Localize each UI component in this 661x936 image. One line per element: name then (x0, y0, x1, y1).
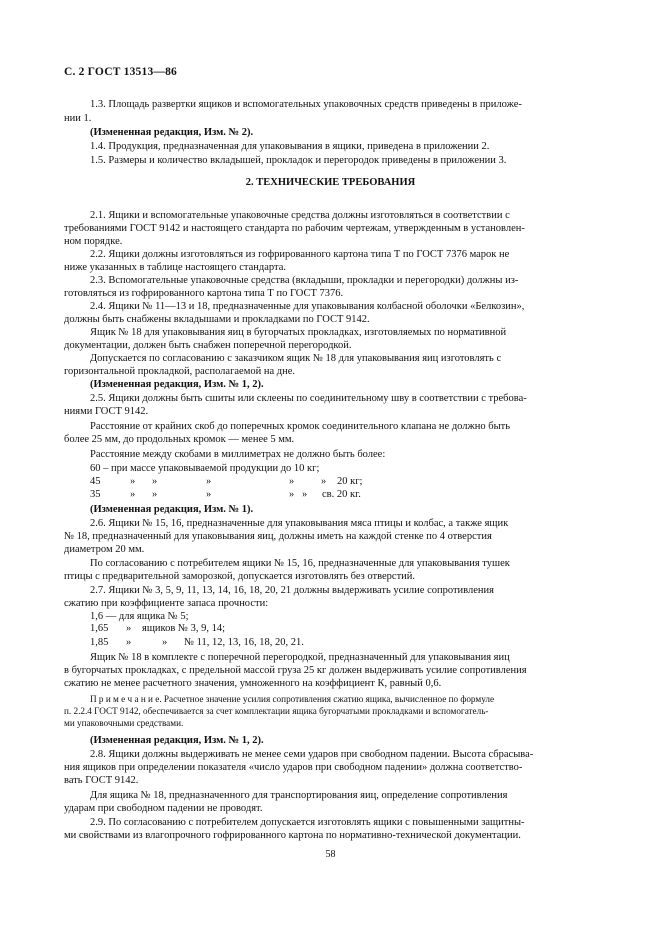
text-line: документации, должен быть снабжен поперечной перегородкой. (64, 340, 352, 351)
note-line: ми упаковочными средствами. (64, 718, 184, 728)
table-cell: » (289, 476, 295, 487)
text-line: Для ящика № 18, предназначенного для транспортирования яиц, определение сопротивления (90, 790, 508, 801)
text-line: нии 1. (64, 113, 92, 124)
table-cell: » (126, 637, 132, 648)
text-line: диаметром 20 мм. (64, 544, 145, 555)
table-cell: » (130, 489, 136, 500)
table-cell: 1,65 (90, 623, 109, 634)
text-line: вать ГОСТ 9142. (64, 775, 139, 786)
page-number: 58 (325, 849, 336, 860)
text-line: птицы с предварительной заморозкой, допускается изготовлять без отверстий. (64, 571, 416, 582)
table-cell: 35 (90, 489, 101, 500)
text-line: № 18, предназначенный для упаковывания яиц, должны иметь на каждой стенке по 4 отверстия (64, 531, 492, 542)
text-line: 1.5. Размеры и количество вкладышей, прокладок и перегородок приведены в приложении 3. (90, 155, 507, 166)
table-cell: » (152, 489, 158, 500)
text-line: 1,6 — для ящика № 5; (90, 611, 189, 622)
text-line: 2.1. Ящики и вспомогательные упаковочные средства должны изготовляться в соответствии с (90, 210, 510, 221)
text-line: готовляться из гофрированного картона типа Т по ГОСТ 7376. (64, 288, 344, 299)
text-line: Расстояние от крайних скоб до поперечных кромок соединительного клапана не должно быть (90, 421, 511, 432)
text-line: 60 – при массе упаковываемой продукции до 10 кг; (90, 463, 320, 474)
page-header: С. 2 ГОСТ 13513—86 (64, 66, 177, 78)
table-cell: 1,85 (90, 637, 109, 648)
text-line: ми свойствами из влагопрочного гофрированного картона по нормативно-технической документации. (64, 830, 521, 841)
text-line: ном порядке. (64, 236, 123, 247)
text-line: Допускается по согласованию с заказчиком ящик № 18 для упаковывания яиц изготовлять с (90, 353, 502, 364)
text-line: 2.8. Ящики должны выдерживать не менее семи ударов при свободном падении. Высота сбрасыва- (90, 749, 534, 760)
table-cell: » (321, 476, 327, 487)
text-line: Ящик № 18 для упаковывания яиц в бугорчатых прокладках, изготовляемых по нормативной (90, 327, 507, 338)
table-cell: св. 20 кг. (322, 489, 361, 500)
table-cell: » (302, 489, 308, 500)
note-line: п. 2.2.4 ГОСТ 9142, обеспечивается за счет комплектации ящика бугорчатыми прокладками и вспомогатель- (64, 706, 489, 716)
section-title: 2. ТЕХНИЧЕСКИЕ ТРЕБОВАНИЯ (245, 177, 416, 188)
text-line: ударам при свободном падении не проводят. (64, 803, 263, 814)
table-cell: » (289, 489, 295, 500)
text-line: 2.9. По согласованию с потребителем допускается изготовлять ящики с повышенными защитны- (90, 817, 525, 828)
text-line: 2.3. Вспомогательные упаковочные средства (вкладыши, прокладки и перегородки) должны из- (90, 275, 519, 286)
table-cell: » (126, 623, 132, 634)
text-line: ниже указанных в таблице настоящего стандарта. (64, 262, 286, 273)
text-line: ния ящиков при определении показателя «число ударов при свободном падении» должна соответство- (64, 762, 523, 773)
table-cell: » (206, 476, 212, 487)
text-line: сжатию при коэффициенте запаса прочности: (64, 598, 269, 609)
table-cell: 45 (90, 476, 101, 487)
text-line: По согласованию с потребителем ящики № 15, 16, предназначенные для упаковывания тушек (90, 558, 510, 569)
text-line: 2.4. Ящики № 11—13 и 18, предназначенные для упаковывания колбасной оболочки «Белкозин», (90, 301, 525, 312)
table-cell: » (152, 476, 158, 487)
text-line: требованиями ГОСТ 9142 и настоящего стандарта по рабочим чертежам, утвержденным в установлен- (64, 223, 525, 234)
amendment-note: (Измененная редакция, Изм. № 1). (90, 504, 254, 515)
text-line: более 25 мм, до продольных кромок — менее 5 мм. (64, 434, 295, 445)
text-line: 2.6. Ящики № 15, 16, предназначенные для упаковывания мяса птицы и колбас, а также ящик (90, 518, 509, 529)
note-line: П р и м е ч а н и е. Расчетное значение усилия сопротивления сжатию ящика, вычисленное по формуле (90, 694, 495, 704)
text-line: ниями ГОСТ 9142. (64, 406, 149, 417)
amendment-note: (Измененная редакция, Изм. № 2). (90, 127, 254, 138)
text-line: сжатию не менее расчетного значения, умноженного на коэффициент К, равный 0,6. (64, 678, 442, 689)
text-line: 1.4. Продукция, предназначенная для упаковывания в ящики, приведена в приложении 2. (90, 141, 490, 152)
table-cell: ящиков № 3, 9, 14; (142, 623, 225, 634)
table-cell: » (206, 489, 212, 500)
text-line: 1.3. Площадь развертки ящиков и вспомогательных упаковочных средств приведены в приложе- (90, 99, 522, 110)
text-line: Ящик № 18 в комплекте с поперечной перегородкой, предназначенный для упаковывания яиц (90, 652, 510, 663)
table-cell: » (162, 637, 168, 648)
text-line: должны быть снабжены вкладышами и прокладками по ГОСТ 9142. (64, 314, 370, 325)
text-line: 2.5. Ящики должны быть сшиты или склеены по соединительному шву в соответствии с требова- (90, 393, 527, 404)
table-cell: » (130, 476, 136, 487)
text-line: в бугорчатых прокладках, с предельной массой груза 25 кг должен выдерживать усилие сопротивления (64, 665, 527, 676)
text-line: 2.2. Ящики должны изготовляться из гофрированного картона типа Т по ГОСТ 7376 марок не (90, 249, 510, 260)
text-line: горизонтальной прокладкой, располагаемой на дне. (64, 366, 295, 377)
text-line: 2.7. Ящики № 3, 5, 9, 11, 13, 14, 16, 18, 20, 21 должны выдерживать усилие сопротивления (90, 585, 494, 596)
text-line: Расстояние между скобами в миллиметрах не должно быть более: (90, 449, 386, 460)
amendment-note: (Измененная редакция, Изм. № 1, 2). (90, 735, 264, 746)
amendment-note: (Измененная редакция, Изм. № 1, 2). (90, 379, 264, 390)
table-cell: 20 кг; (337, 476, 363, 487)
table-cell: № 11, 12, 13, 16, 18, 20, 21. (184, 637, 304, 648)
